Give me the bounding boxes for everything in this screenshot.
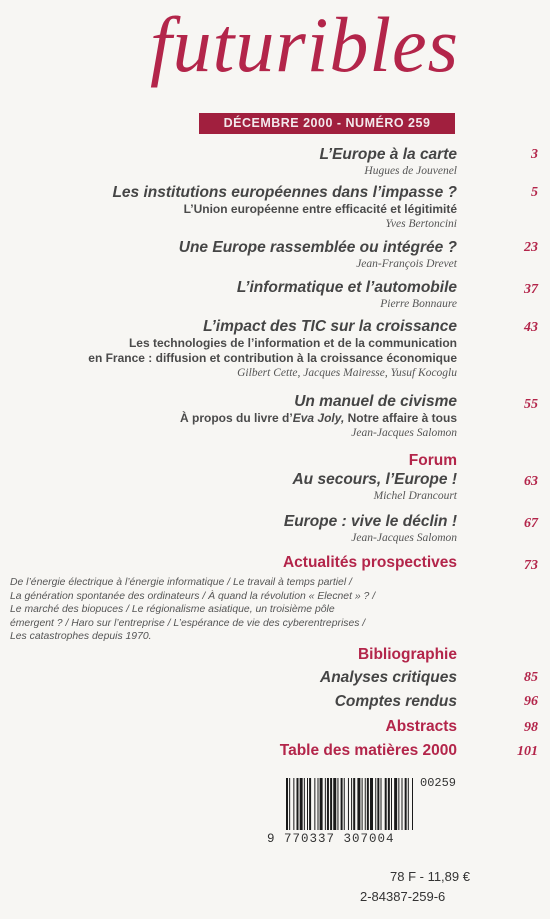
page-number: 67 [524,516,538,531]
article-title: Un manuel de civisme [294,393,457,410]
page-number: 85 [524,670,538,685]
article-entry[interactable] [112,183,457,231]
subtitle-italic: Eva Joly, [292,411,345,425]
actualites-topics [10,576,480,644]
topic-line: De l’énergie électrique à l’énergie informatique / Le travail à temps partiel / [10,577,352,588]
barcode-icon [286,778,459,830]
subtitle-prefix: À propos du livre d’ [180,411,293,425]
article-entry[interactable] [88,317,457,380]
forum-entry[interactable] [292,470,457,503]
article-author: Pierre Bonnaure [380,298,457,310]
issue-band: DÉCEMBRE 2000 - NUMÉRO 259 [199,113,455,134]
article-title: Une Europe rassemblée ou intégrée ? [178,239,457,256]
article-title: L’impact des TIC sur la croissance [203,318,457,335]
forum-title: Au secours, l’Europe ! [292,471,457,488]
price: 78 F - 11,89 € [390,869,470,884]
article-subtitle: L’Union européenne entre efficacité et légitimité [183,202,457,216]
page-number: 5 [531,185,538,200]
article-author: Jean-François Drevet [356,258,457,270]
page-number: 43 [524,320,538,335]
section-forum-heading[interactable]: Forum [408,452,457,469]
page-number: 96 [524,694,538,709]
forum-author: Jean-Jacques Salomon [351,532,457,544]
section-actualites-heading[interactable]: Actualités prospectives [282,554,457,571]
article-title: L’Europe à la carte [319,146,457,163]
page-number: 101 [517,744,538,759]
article-entry[interactable] [319,145,457,178]
section-abstracts-heading[interactable]: Abstracts [385,718,457,735]
topic-line: émergent ? / Haro sur l’entreprise / L’espérance de vie des cyberentreprises / [10,617,366,629]
article-author: Yves Bertoncini [385,218,457,230]
forum-author: Michel Drancourt [373,490,457,502]
barcode-digits: 9 770337 307004 [267,832,395,846]
section-table-heading[interactable]: Table des matières 2000 [279,742,457,759]
topic-line: Les catastrophes depuis 1970. [10,631,152,643]
topic-line: Le marché des biopuces / Le régionalisme asiatique, un troisième pôle [10,604,335,616]
page-number: 98 [524,720,538,735]
article-author: Jean-Jacques Salomon [351,427,457,439]
topic-line: La génération spontanée des ordinateurs / À quand la révolution « Elecnet » ? / [10,590,376,602]
bibliographie-entry[interactable] [320,668,457,687]
article-title: L’informatique et l’automobile [236,279,457,296]
isbn: 2-84387-259-6 [360,889,446,904]
article-title: Les institutions européennes dans l’impasse ? [112,184,457,201]
masthead-logo: futuribles [150,1,460,88]
article-subtitle-line: en France : diffusion et contribution à la croissance économique [88,351,457,365]
forum-entry[interactable] [284,512,457,545]
subtitle-suffix: Notre affaire à tous [344,411,457,425]
article-entry[interactable] [179,238,457,271]
page-number: 37 [524,282,538,297]
barcode-addon: 00259 [420,776,457,790]
page-number: 73 [524,558,538,573]
bibliographie-title: Comptes rendus [334,693,457,710]
bibliographie-entry[interactable] [335,692,457,711]
forum-title: Europe : vive le déclin ! [283,513,457,530]
article-author: Gilbert Cette, Jacques Mairesse, Yusuf Kocoglu [237,367,457,379]
page-number: 55 [524,397,538,412]
article-entry[interactable] [237,278,457,311]
article-entry[interactable] [180,392,457,440]
article-subtitle [180,411,457,426]
bibliographie-title: Analyses critiques [320,669,457,686]
page-number: 23 [524,240,538,255]
section-bibliographie-heading[interactable]: Bibliographie [357,646,457,663]
page-number: 3 [531,147,538,162]
article-author: Hugues de Jouvenel [364,165,457,177]
article-subtitle-line: Les technologies de l’information et de la communication [128,336,457,350]
page-number: 63 [524,474,538,489]
